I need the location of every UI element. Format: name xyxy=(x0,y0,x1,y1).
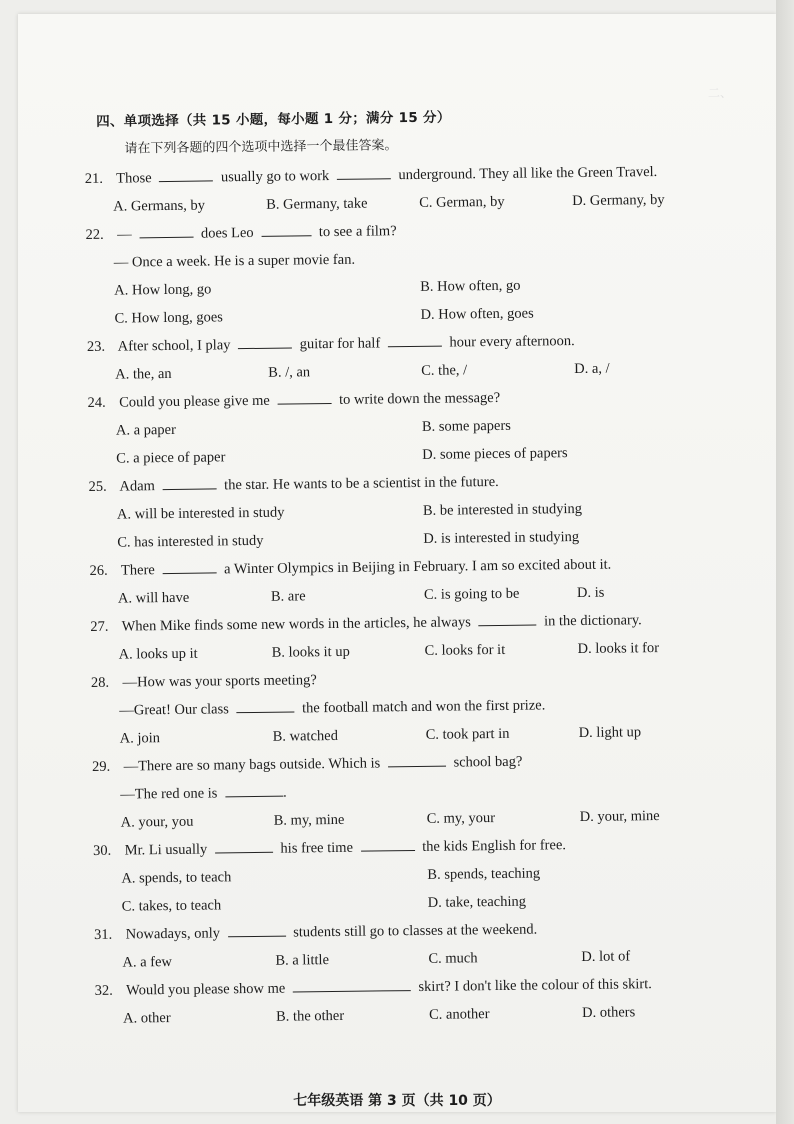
question-number: 25. xyxy=(88,478,107,495)
answer-blank xyxy=(227,922,285,938)
question-31 xyxy=(94,913,735,977)
question-text: to write down the message? xyxy=(338,389,501,408)
question-text: hour every afternoon. xyxy=(449,333,575,351)
question-text: —There are so many bags outside. Which is xyxy=(123,755,381,775)
exam-page xyxy=(18,14,776,1112)
option-d[interactable]: D. is interested in studying xyxy=(423,528,580,547)
question-29 xyxy=(92,745,733,837)
option-b[interactable]: B. my, mine xyxy=(273,811,345,829)
option-a[interactable]: A. will be interested in study xyxy=(116,504,285,523)
question-text: Could you please give me xyxy=(119,392,270,411)
answer-blank xyxy=(478,611,536,627)
dialog-text: —The red one is xyxy=(120,785,218,803)
option-a[interactable]: A. other xyxy=(123,1010,171,1027)
option-b[interactable]: B. /, an xyxy=(268,364,311,381)
section-instruction: 请在下列各题的四个选项中选择一个最佳答案。 xyxy=(124,138,398,157)
option-b[interactable]: B. be interested in studying xyxy=(422,500,583,519)
option-c[interactable]: C. another xyxy=(428,1006,490,1023)
question-number: 29. xyxy=(91,758,111,775)
dialog-text: the football match and won the first prize. xyxy=(301,697,546,717)
option-d[interactable]: D. light up xyxy=(578,724,642,742)
question-text: After school, I play xyxy=(117,337,231,355)
option-b[interactable]: B. the other xyxy=(275,1007,345,1025)
answer-blank xyxy=(236,697,294,713)
dialog-text: —Great! Our class xyxy=(119,701,229,719)
question-30 xyxy=(93,829,734,921)
answer-blank xyxy=(277,389,331,405)
bleed-through-text: 二、 xyxy=(708,86,733,100)
answer-blank xyxy=(388,752,446,768)
question-32 xyxy=(95,969,736,1033)
answer-blank xyxy=(225,782,283,798)
question-text: Would you please show me xyxy=(126,980,286,999)
question-text: to see a film? xyxy=(318,223,397,241)
question-text: does Leo xyxy=(200,224,254,242)
question-text: the star. He wants to be a scientist in the future. xyxy=(224,473,499,494)
option-a[interactable]: A. a paper xyxy=(115,421,176,439)
question-text: Those xyxy=(116,170,152,187)
dialog-text: . xyxy=(282,784,287,801)
question-text: Adam xyxy=(119,478,155,495)
option-b[interactable]: B. How often, go xyxy=(420,277,521,295)
option-b[interactable]: B. some papers xyxy=(421,417,511,435)
question-27 xyxy=(90,605,731,669)
question-21 xyxy=(85,157,726,221)
question-number: 32. xyxy=(94,982,113,999)
question-text: the kids English for free. xyxy=(422,837,567,855)
answer-blank xyxy=(162,474,216,490)
option-d[interactable]: D. Germany, by xyxy=(572,191,665,210)
question-24 xyxy=(87,381,728,473)
question-text: Mr. Li usually xyxy=(124,841,208,859)
question-number: 30. xyxy=(92,842,112,859)
question-text: school bag? xyxy=(453,753,523,771)
option-d[interactable]: D. lot of xyxy=(581,948,631,965)
question-28 xyxy=(91,661,732,753)
page-footer: 七年级英语 第 3 页（共 10 页） xyxy=(293,1093,501,1109)
option-a[interactable]: A. your, you xyxy=(120,813,194,831)
section-heading: 四、单项选择（共 15 小题，每小题 1 分；满分 15 分） xyxy=(96,109,451,130)
option-c[interactable]: C. my, your xyxy=(426,810,496,827)
option-a[interactable]: A. spends, to teach xyxy=(121,869,232,887)
question-text: guitar for half xyxy=(299,335,381,353)
question-number: 26. xyxy=(89,562,108,579)
question-26 xyxy=(89,549,730,613)
option-d[interactable]: D. looks it for xyxy=(577,640,660,658)
answer-blank xyxy=(293,976,411,992)
option-d[interactable]: D. your, mine xyxy=(579,808,660,825)
question-text: There xyxy=(120,562,155,579)
option-a[interactable]: A. join xyxy=(119,730,161,747)
question-23 xyxy=(87,325,728,389)
question-text: Nowadays, only xyxy=(125,925,221,943)
option-d[interactable]: D. others xyxy=(581,1004,636,1021)
answer-blank xyxy=(261,221,311,237)
option-c[interactable]: C. has interested in study xyxy=(117,532,264,551)
answer-blank xyxy=(139,223,193,239)
option-c[interactable]: C. takes, to teach xyxy=(121,897,222,915)
question-text: students still go to classes at the weekend. xyxy=(293,921,538,941)
answer-blank xyxy=(388,332,442,348)
question-25 xyxy=(88,465,729,557)
option-a[interactable]: A. looks up it xyxy=(118,645,198,663)
question-text: in the dictionary. xyxy=(543,612,642,630)
option-c[interactable]: C. German, by xyxy=(419,193,505,211)
question-section xyxy=(84,102,735,1033)
option-d[interactable]: D. take, teaching xyxy=(427,893,527,911)
option-c[interactable]: C. is going to be xyxy=(423,585,520,603)
answer-blank xyxy=(159,166,213,182)
question-text: —How was your sports meeting? xyxy=(122,672,317,691)
answer-blank xyxy=(337,164,391,180)
option-a[interactable]: A. Germans, by xyxy=(113,197,206,215)
option-b[interactable]: B. looks it up xyxy=(271,643,350,661)
option-b[interactable]: B. watched xyxy=(272,727,338,745)
question-number: 31. xyxy=(93,926,113,943)
option-b[interactable]: B. Germany, take xyxy=(266,195,368,213)
question-number: 22. xyxy=(85,226,104,243)
option-b[interactable]: B. are xyxy=(270,588,306,605)
option-a[interactable]: A. How long, go xyxy=(114,281,212,299)
question-number: 28. xyxy=(90,674,110,691)
question-text: skirt? I don't like the colour of this skirt. xyxy=(418,976,652,995)
option-d[interactable]: D. a, / xyxy=(574,360,610,378)
option-b[interactable]: B. a little xyxy=(275,952,330,969)
question-number: 27. xyxy=(90,618,109,635)
question-text: — xyxy=(117,226,132,243)
answer-blank xyxy=(238,333,292,349)
question-text: When Mike finds some new words in the articles, he always xyxy=(121,614,471,635)
page-edge xyxy=(776,0,794,1124)
question-number: 21. xyxy=(84,170,104,187)
question-22 xyxy=(85,213,726,333)
option-a[interactable]: A. will have xyxy=(117,589,190,607)
question-number: 24. xyxy=(87,394,106,411)
option-c[interactable]: C. a piece of paper xyxy=(116,449,226,467)
question-text: underground. They all like the Green Travel. xyxy=(398,164,658,184)
option-c[interactable]: C. much xyxy=(428,950,478,967)
dialog-line: — Once a week. He is a super movie fan. xyxy=(113,251,356,271)
answer-blank xyxy=(162,558,216,574)
option-a[interactable]: A. the, an xyxy=(115,365,172,383)
question-number: 23. xyxy=(86,338,106,355)
option-c[interactable]: C. How long, goes xyxy=(114,309,224,327)
option-d[interactable]: D. some pieces of papers xyxy=(422,445,568,463)
question-text: a Winter Olympics in Beijing in February. I am so excited about it. xyxy=(223,556,612,578)
answer-blank xyxy=(215,838,273,854)
option-c[interactable]: C. took part in xyxy=(425,725,510,743)
option-c[interactable]: C. the, / xyxy=(421,362,468,379)
question-text: usually go to work xyxy=(220,168,330,186)
option-d[interactable]: D. How often, goes xyxy=(420,305,534,323)
option-a[interactable]: A. a few xyxy=(122,953,173,971)
question-text: his free time xyxy=(280,839,354,857)
answer-blank xyxy=(360,836,414,852)
option-b[interactable]: B. spends, teaching xyxy=(427,865,541,883)
option-d[interactable]: D. is xyxy=(576,584,605,602)
option-c[interactable]: C. looks for it xyxy=(424,641,506,659)
